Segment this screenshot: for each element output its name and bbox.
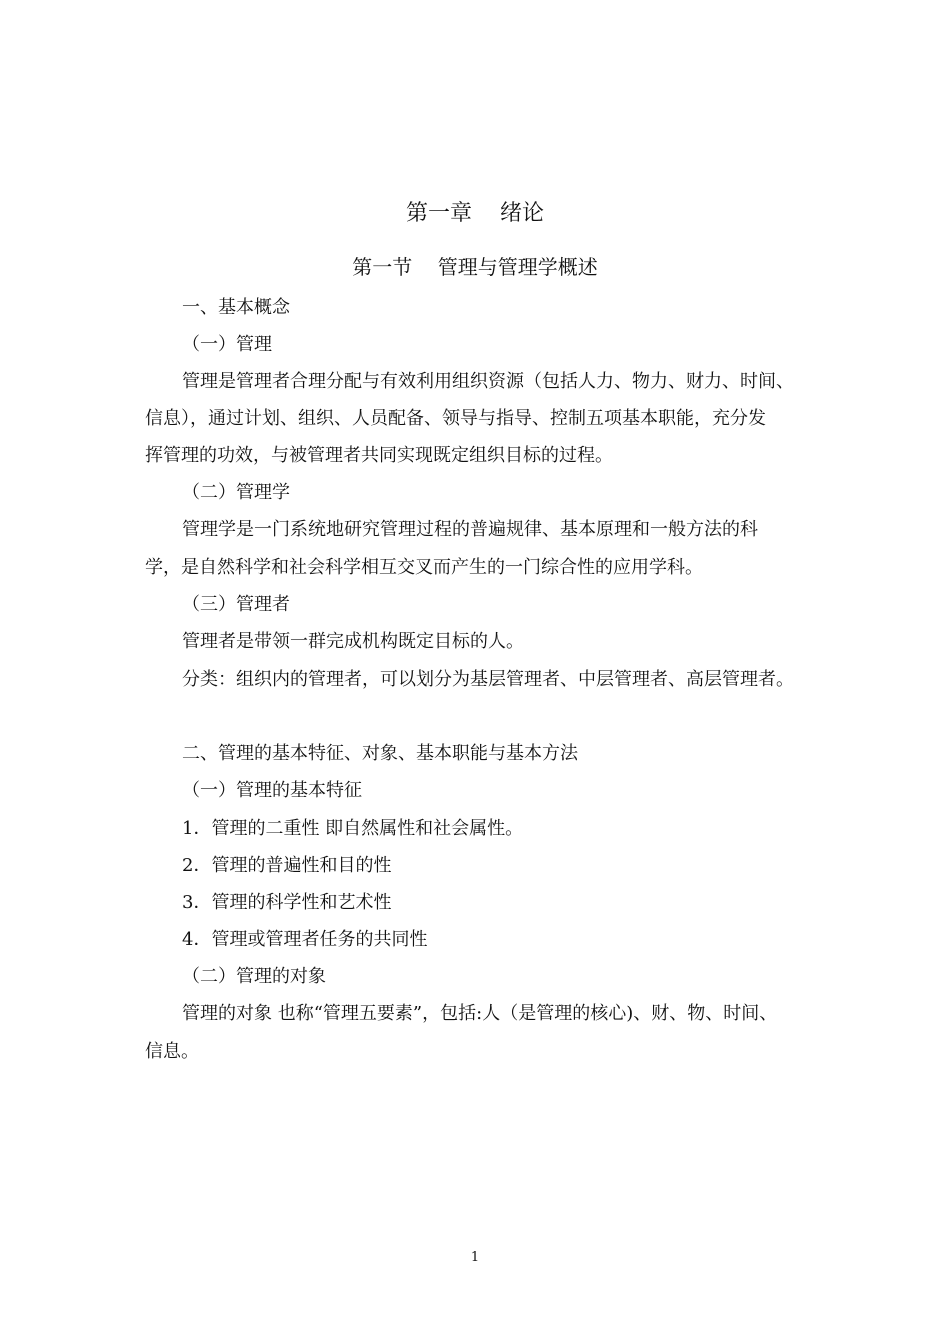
section-title: 第一节 管理与管理学概述 [352,255,598,279]
subheading-management: （一）管理 [182,334,272,355]
paragraph-line: 管理者是带领一群完成机构既定目标的人。 [182,631,524,652]
heading-basic-concepts: 一、基本概念 [182,297,290,318]
list-item: 1．管理的二重性 即自然属性和社会属性。 [182,818,524,839]
paragraph-line: 信息。 [145,1041,199,1062]
heading-management-features: 二、管理的基本特征、对象、基本职能与基本方法 [182,743,578,764]
chapter-title: 第一章 绪论 [406,201,544,226]
paragraph-line: 学，是自然科学和社会科学相互交叉而产生的一门综合性的应用学科。 [145,557,703,578]
subheading-management-science: （二）管理学 [182,482,290,503]
paragraph-line: 分类：组织内的管理者，可以划分为基层管理者、中层管理者、高层管理者。 [182,669,794,690]
page-number: 1 [470,1250,480,1265]
list-item: 3．管理的科学性和艺术性 [182,892,392,913]
list-item: 4．管理或管理者任务的共同性 [182,929,428,950]
subheading-basic-features: （一）管理的基本特征 [182,780,362,801]
paragraph-line: 信息），通过计划、组织、人员配备、领导与指导、控制五项基本职能，充分发 [145,408,766,429]
subheading-manager: （三）管理者 [182,594,290,615]
paragraph-line: 挥管理的功效，与被管理者共同实现既定组织目标的过程。 [145,445,613,466]
subheading-management-objects: （二）管理的对象 [182,966,326,987]
paragraph-line: 管理是管理者合理分配与有效利用组织资源（包括人力、物力、财力、时间、 [182,371,794,392]
paragraph-line: 管理的对象 也称“管理五要素”，包括:人（是管理的核心)、财、物、时间、 [182,1003,778,1024]
paragraph-line: 管理学是一门系统地研究管理过程的普遍规律、基本原理和一般方法的科 [182,519,758,540]
list-item: 2．管理的普遍性和目的性 [182,855,392,876]
